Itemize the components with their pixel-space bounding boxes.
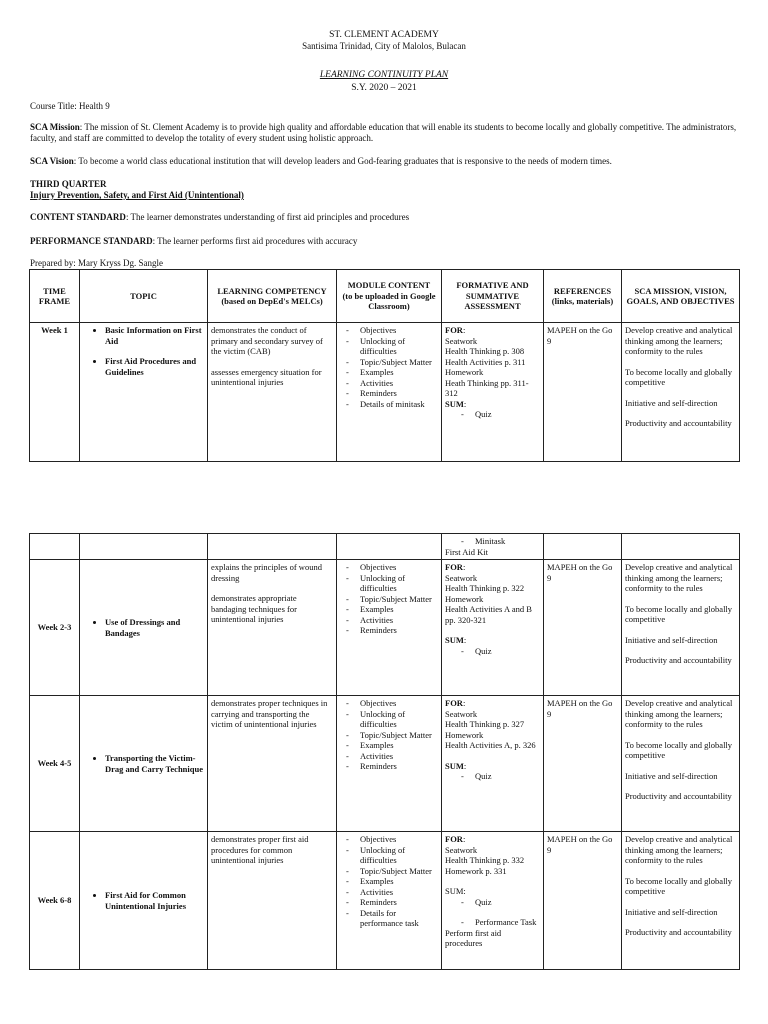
topic-cell xyxy=(80,832,208,970)
competency-cell: explains the principles of wound dressing demonstrates appropriate bandaging techniques for unintentional injuries xyxy=(208,560,337,696)
references-cell: MAPEH on the Go 9 xyxy=(544,560,622,696)
table-row xyxy=(30,696,740,832)
school-name: ST. CLEMENT ACADEMY xyxy=(329,30,439,40)
course-title: Course Title: Health 9 xyxy=(30,101,110,111)
vision-text: : To become a world class educational institution that will develop leaders and God-fearing graduates that is responsive to the needs of modern times. xyxy=(73,156,612,166)
mission-text: : The mission of St. Clement Academy is to provide high quality and affordable education that will enable its students to become locally and globally competitive. The administrators, faculty, and staff are committed to develop the totality of every student using holistic approach. xyxy=(30,122,737,143)
content-standard-text: : The learner demonstrates understanding of first aid principles and procedures xyxy=(125,212,410,222)
assessment-cell: FOR: Seatwork Health Thinking p. 308 Health Activities p. 311 Homework Heath Thinking pp. 311-312 SUM: - Quiz xyxy=(442,323,544,462)
col-competency: LEARNING COMPETENCY (based on DepEd's MELCs) xyxy=(208,270,337,323)
quarter-topic: Injury Prevention, Safety, and First Aid (Unintentional) xyxy=(30,190,244,200)
module-cell: - Objectives - Unlocking of difficulties - Topic/Subject Matter - Examples - Activities - Reminders - Details for performance task xyxy=(337,832,442,970)
mission xyxy=(30,122,740,144)
topic-item: • First Aid for Common Unintentional Injuries xyxy=(105,890,204,911)
references-cell: MAPEH on the Go 9 xyxy=(544,323,622,462)
col-sca: SCA MISSION, VISION, GOALS, AND OBJECTIVES xyxy=(622,270,740,323)
school-address: Santisima Trinidad, City of Malolos, Bulacan xyxy=(302,41,466,51)
topic-item: • Use of Dressings and Bandages xyxy=(105,617,204,638)
content-standard-label: CONTENT STANDARD xyxy=(30,212,126,222)
mission-label: SCA Mission xyxy=(30,122,80,132)
sca-cell: Develop creative and analytical thinking among the learners; conformity to the rules To become locally and globally competitive Initiative and self-direction Productivity and accountability xyxy=(622,560,740,696)
table-row xyxy=(30,534,740,560)
sca-cell: Develop creative and analytical thinking among the learners; conformity to the rules To become locally and globally competitive Initiative and self-direction Productivity and accountability xyxy=(622,696,740,832)
col-references: REFERENCES (links, materials) xyxy=(544,270,622,323)
sca-cell: Develop creative and analytical thinking among the learners; conformity to the rules To become locally and globally competitive Initiative and self-direction Productivity and accountability xyxy=(622,832,740,970)
references-cell: MAPEH on the Go 9 xyxy=(544,696,622,832)
competency-cell: demonstrates proper techniques in carrying and transporting the victim of unintentional injuries xyxy=(208,696,337,832)
prepared-by: Prepared by: Mary Kryss Dg. Sangle xyxy=(30,258,163,268)
topic-cell xyxy=(80,323,208,462)
module-cell: - Objectives - Unlocking of difficulties - Topic/Subject Matter - Examples - Activities - Reminders xyxy=(337,560,442,696)
col-module: MODULE CONTENT (to be uploaded in Google Classroom) xyxy=(337,270,442,323)
plan-table-page1 xyxy=(29,269,740,462)
topic-item: • First Aid Procedures and Guidelines xyxy=(105,356,204,377)
col-assessment: FORMATIVE AND SUMMATIVE ASSESSMENT xyxy=(442,270,544,323)
week-label: Week 1 xyxy=(30,323,80,462)
table-header-row xyxy=(30,270,740,323)
quarter: THIRD QUARTER xyxy=(30,179,107,189)
sca-cell: Develop creative and analytical thinking among the learners; conformity to the rules To become locally and globally competitive Initiative and self-direction Productivity and accountability xyxy=(622,323,740,462)
assessment-cell: FOR: Seatwork Health Thinking p. 327 Homework Health Activities A, p. 326 SUM: - Quiz xyxy=(442,696,544,832)
assessment-cell: FOR: Seatwork Health Thinking p. 322 Homework Health Activities A and B pp. 320-321 SUM: - Quiz xyxy=(442,560,544,696)
module-cell: - Objectives - Unlocking of difficulties - Topic/Subject Matter - Examples - Activities - Reminders - Details of minitask xyxy=(337,323,442,462)
module-cell: - Objectives - Unlocking of difficulties - Topic/Subject Matter - Examples - Activities - Reminders xyxy=(337,696,442,832)
topic-item: • Basic Information on First Aid xyxy=(105,325,204,346)
topic-cell xyxy=(80,696,208,832)
performance-standard xyxy=(30,236,740,247)
vision-label: SCA Vision xyxy=(30,156,74,166)
competency-cell: demonstrates proper first aid procedures for common unintentional injuries xyxy=(208,832,337,970)
table-row xyxy=(30,560,740,696)
vision xyxy=(30,156,740,167)
school-year: S.Y. 2020 – 2021 xyxy=(351,83,417,93)
assessment-cell: - Minitask First Aid Kit xyxy=(442,534,544,560)
plan-table-page2 xyxy=(29,533,740,970)
content-standard xyxy=(30,212,740,223)
table-row xyxy=(30,323,740,462)
assessment-cell: FOR: Seatwork Health Thinking p. 332 Homework p. 331 SUM: - Quiz - Performance Task Perform first aid procedures xyxy=(442,832,544,970)
references-cell: MAPEH on the Go 9 xyxy=(544,832,622,970)
topic-item: • Transporting the Victim-Drag and Carry Technique xyxy=(105,753,204,774)
table-row xyxy=(30,832,740,970)
plan-title: LEARNING CONTINUITY PLAN xyxy=(319,70,449,80)
week-label: Week 4-5 xyxy=(30,696,80,832)
topic-cell xyxy=(80,560,208,696)
performance-standard-label: PERFORMANCE STANDARD xyxy=(30,236,153,246)
week-label: Week 2-3 xyxy=(30,560,80,696)
week-label: Week 6-8 xyxy=(30,832,80,970)
performance-standard-text: : The learner performs first aid procedures with accuracy xyxy=(152,236,358,246)
col-time-frame: TIME FRAME xyxy=(30,270,80,323)
col-topic: TOPIC xyxy=(80,270,208,323)
competency-cell: demonstrates the conduct of primary and secondary survey of the victim (CAB) assesses emergency situation for unintentional injuries xyxy=(208,323,337,462)
